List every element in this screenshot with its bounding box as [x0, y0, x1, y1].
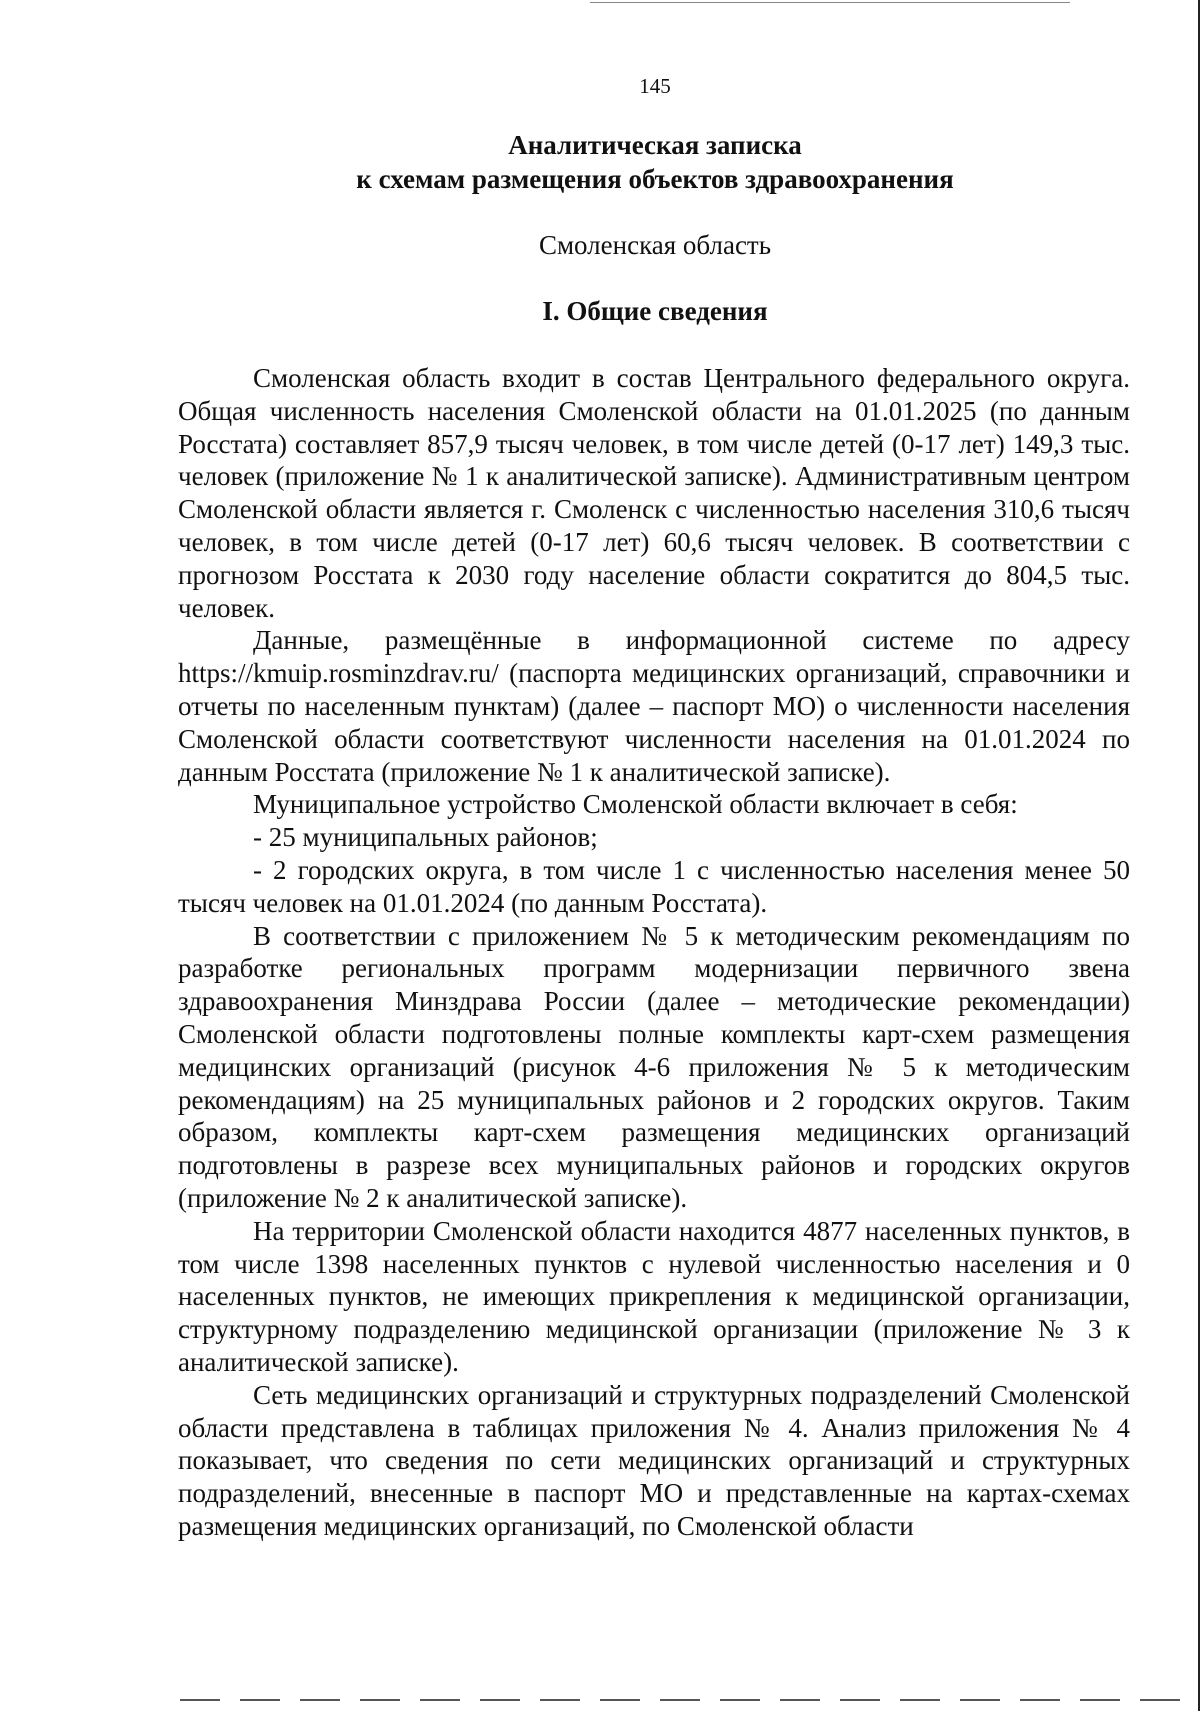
paragraph: Данные, размещённые в информационной системе по адресу https://kmuip.rosminzdrav.ru/ (паспорта медицинских организаций, справочники и отчеты по населенным пунктам) (далее – паспорт МО) о численности населения Смоленской области соответствуют численности населения на 01.01.2024 по данным Росстата (приложение № 1 к аналитической записке).: [178, 625, 1130, 787]
paragraph: Смоленская область входит в состав Центрального федерального округа. Общая численность населения Смоленской области на 01.01.2025 (по данным Росстата) составляет 857,9 тысяч человек, в том числе детей (0-17 лет) 149,3 тыс. человек (приложение № 1 к аналитической записке). Административным центром Смоленской области является г. Смоленск с численностью населения 310,6 тысяч человек, в том числе детей (0-17 лет) 60,6 тысяч человек. В соответствии с прогнозом Росстата к 2030 году население области сократится до 804,5 тыс. человек.: [178, 363, 1130, 623]
title-line-1: Аналитическая записка: [508, 130, 802, 160]
title-line-2: к схемам размещения объектов здравоохранения: [356, 164, 954, 194]
list-item: - 25 муниципальных районов;: [253, 822, 598, 853]
page-number: 145: [639, 74, 671, 98]
document-title: [0, 128, 1200, 196]
paragraph: Муниципальное устройство Смоленской области включает в себя:: [253, 789, 1018, 820]
region-name: Смоленская область: [538, 230, 772, 260]
body-text: [178, 362, 1130, 1543]
paragraph: На территории Смоленской области находится 4877 населенных пунктов, в том числе 1398 населенных пунктов с нулевой численностью населения и 0 населенных пунктов, не имеющих прикрепления к медицинской организации, структурному подразделению медицинской организации (приложение № 3 к аналитической записке).: [178, 1215, 1130, 1377]
top-scan-line: [590, 2, 1070, 3]
bottom-scan-line: [180, 1699, 1180, 1701]
paragraph: В соответствии с приложением № 5 к методическим рекомендациям по разработке региональных программ модернизации первичного звена здравоохранения Минздрава России (далее – методические рекомендации) Смоленской области подготовлены полные комплекты карт-схем размещения медицинских организаций (рисунок 4-6 приложения № 5 к методическим рекомендациям) на 25 муниципальных районов и 2 городских округов. Таким образом, комплекты карт-схем размещения медицинских организаций подготовлены в разрезе всех муниципальных районов и городских округов (приложение № 2 к аналитической записке).: [178, 920, 1130, 1213]
list-item: - 2 городских округа, в том числе 1 с численностью населения менее 50 тысяч человек на 01.01.2024 (по данным Росстата).: [178, 854, 1130, 918]
paragraph: Сеть медицинских организаций и структурных подразделений Смоленской области представлена в таблицах приложения № 4. Анализ приложения № 4 показывает, что сведения по сети медицинских организаций и структурных подразделений, внесенные в паспорт МО и представленные на картах-схемах размещения медицинских организаций, по Смоленской области: [178, 1379, 1130, 1541]
section-heading: I. Общие сведения: [542, 296, 768, 326]
